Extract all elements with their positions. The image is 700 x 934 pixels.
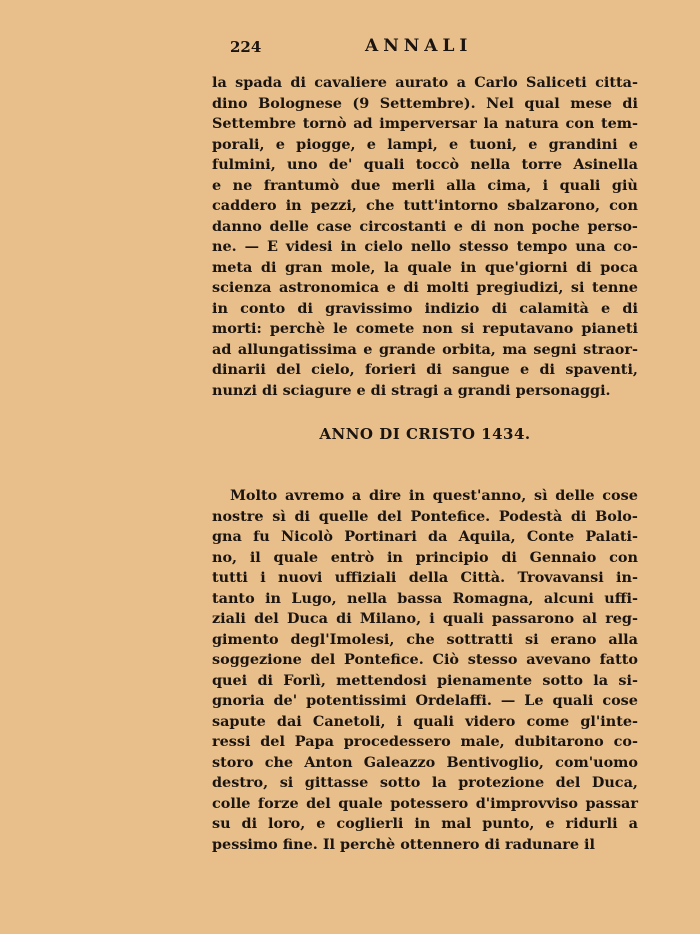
text-line: la spada di cavaliere aurato a Carlo Saliceti citta- xyxy=(212,74,638,91)
text-line: tutti i nuovi uffiziali della Città. Trovavansi in- xyxy=(212,569,638,586)
section-heading: ANNO DI CRISTO 1434. xyxy=(319,425,531,443)
text-line: in conto di gravissimo indizio di calamità e di xyxy=(212,299,638,317)
paragraph-block-1 xyxy=(212,73,638,401)
text-line: Settembre tornò ad imperversar la natura con tem- xyxy=(212,115,638,132)
text-line: nostre sì di quelle del Pontefice. Podestà di Bolo- xyxy=(212,507,638,525)
text-line: destro, si gittasse sotto la protezione del Duca, xyxy=(212,774,638,791)
text-line: gna fu Nicolò Portinari da Aquila, Conte Palati- xyxy=(212,528,638,545)
text-line: gnoria de' potentissimi Ordelaffi. — Le quali cose xyxy=(212,692,638,709)
page-number: 224 xyxy=(230,38,262,56)
text-line: su di loro, e coglierli in mal punto, e ridurli a xyxy=(212,815,638,832)
text-line: soggezione del Pontefice. Ciò stesso avevano fatto xyxy=(212,651,638,668)
text-line: dinarii del cielo, forieri di sangue e di spaventi, xyxy=(212,361,638,378)
text-line: pessimo fine. Il perchè ottennero di radunare il xyxy=(212,835,595,853)
text-line: nunzi di sciagure e di stragi a grandi personaggi. xyxy=(212,381,611,399)
text-line: dino Bolognese (9 Settembre). Nel qual mese di xyxy=(212,94,638,112)
text-line: sapute dai Canetoli, i quali videro come gl'inte- xyxy=(212,712,638,730)
text-line: fulmini, uno de' quali toccò nella torre Asinella xyxy=(212,156,638,173)
text-line: ad allungatissima e grande orbita, ma segni straor- xyxy=(212,340,638,358)
text-line: storo che Anton Galeazzo Bentivoglio, com'uomo xyxy=(212,753,638,771)
text-line: ressi del Papa procedessero male, dubitarono co- xyxy=(212,733,638,750)
text-line: tanto in Lugo, nella bassa Romagna, alcuni uffi- xyxy=(212,589,638,607)
text-line: quei di Forlì, mettendosi pienamente sotto la si- xyxy=(212,671,638,689)
text-line: meta di gran mole, la quale in que'giorni di poca xyxy=(212,258,638,276)
text-line: caddero in pezzi, che tutt'intorno sbalzarono, con xyxy=(212,197,638,214)
text-line: scienza astronomica e di molti pregiudizi, si tenne xyxy=(212,279,638,296)
text-line: danno delle case circostanti e di non poche perso- xyxy=(212,217,638,235)
text-line: ne. — E videsi in cielo nello stesso tempo una co- xyxy=(212,238,638,255)
running-head xyxy=(230,38,640,60)
running-title: ANNALI xyxy=(365,36,473,56)
text-line: gimento degl'Imolesi, che sottratti si erano alla xyxy=(212,630,638,648)
text-line: morti: perchè le comete non si reputavano pianeti xyxy=(212,320,638,337)
text-line: ziali del Duca di Milano, i quali passarono al reg- xyxy=(212,610,638,627)
text-line: porali, e piogge, e lampi, e tuoni, e grandini e xyxy=(212,135,638,153)
text-line: e ne frantumò due merli alla cima, i quali giù xyxy=(212,176,638,194)
paragraph-block-2 xyxy=(212,486,638,855)
text-line: colle forze del quale potessero d'improvviso passar xyxy=(212,794,638,812)
text-line: Molto avremo a dire in quest'anno, sì delle cose xyxy=(230,487,638,504)
text-line: no, il quale entrò in principio di Gennaio con xyxy=(212,548,638,566)
